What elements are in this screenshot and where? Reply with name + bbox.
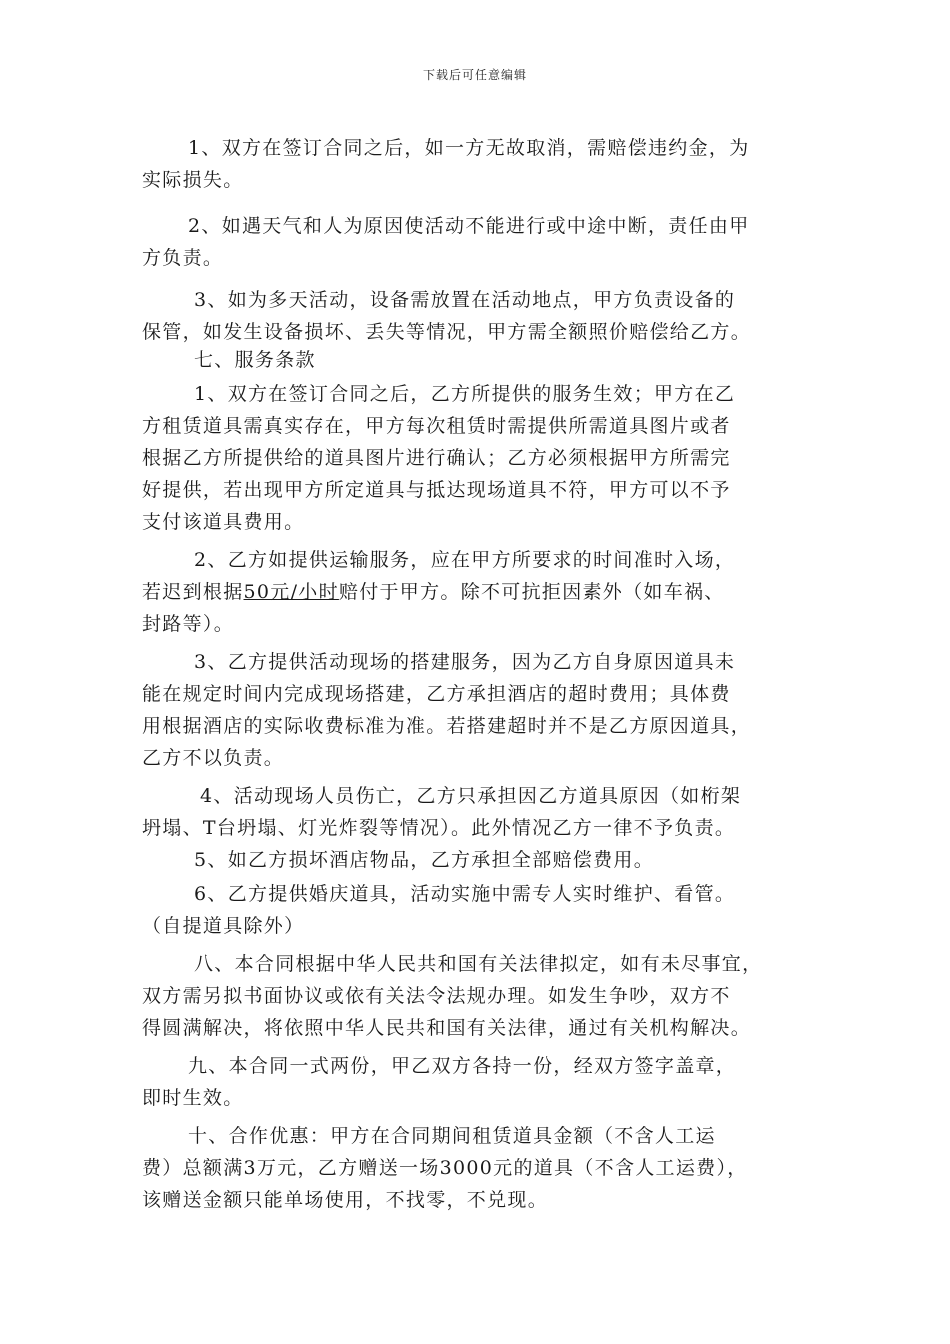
- text-segment: 支付该道具费用。: [142, 511, 305, 533]
- text-line: [142, 410, 731, 442]
- text-segment: 方租赁道具需真实存在，甲方每次租赁时需提供所需道具图片或者: [142, 415, 731, 437]
- text-line: [142, 1120, 716, 1152]
- text-line: [142, 378, 735, 410]
- text-line: [142, 210, 750, 242]
- text-line: [142, 344, 316, 376]
- text-segment: 保管，如发生设备损坏、丢失等情况，甲方需全额照价赔偿给乙方。: [142, 321, 752, 343]
- text-line: [142, 284, 735, 316]
- text-segment: 得圆满解决，将依照中华人民共和国有关法律，通过有关机构解决。: [142, 1017, 752, 1039]
- text-segment: 4、活动现场人员伤亡，乙方只承担因乙方道具原因（如桁架: [200, 785, 742, 807]
- text-line: [142, 910, 304, 942]
- text-segment: 1、双方在签订合同之后，乙方所提供的服务生效；甲方在乙: [194, 383, 736, 405]
- text-segment: 3、乙方提供活动现场的搭建服务，因为乙方自身原因道具未: [194, 651, 736, 673]
- text-line: [142, 1082, 244, 1114]
- text-line: [142, 164, 244, 196]
- text-line: [142, 742, 284, 774]
- page-header: 下载后可任意编辑: [422, 68, 527, 82]
- text-segment: 封路等）。: [142, 613, 235, 635]
- text-line: [142, 780, 741, 812]
- text-line: [142, 980, 731, 1012]
- text-line: [142, 1012, 751, 1044]
- text-segment: 5、如乙方损坏酒店物品，乙方承担全部赔偿费用。: [194, 849, 654, 871]
- text-segment: （自提道具除外）: [142, 915, 305, 937]
- text-line: [142, 1152, 748, 1184]
- text-segment: 十、合作优惠：甲方在合同期间租赁道具金额（不含人工运: [188, 1125, 716, 1147]
- text-segment: 根据乙方所提供给的道具图片进行确认；乙方必须根据甲方所需完: [142, 447, 731, 469]
- text-line: [142, 132, 750, 164]
- text-line: [142, 844, 654, 876]
- text-segment: 八、本合同根据中华人民共和国有关法律拟定，如有未尽事宜，: [194, 953, 763, 975]
- text-line: [142, 608, 234, 640]
- text-line: [142, 1050, 736, 1082]
- text-line: [142, 646, 735, 678]
- text-line: [142, 242, 223, 274]
- text-segment: 2、如遇天气和人为原因使活动不能进行或中途中断，责任由甲: [188, 215, 750, 237]
- text-line: [142, 1184, 548, 1216]
- underlined-text: 50元/小时: [243, 581, 339, 603]
- text-segment: 九、本合同一式两份，甲乙双方各持一份，经双方签字盖章，: [188, 1055, 737, 1077]
- text-segment: 若迟到根据: [142, 581, 244, 603]
- text-segment: 该赠送金额只能单场使用，不找零，不兑现。: [142, 1189, 549, 1211]
- text-segment: 3、如为多天活动，设备需放置在活动地点，甲方负责设备的: [194, 289, 736, 311]
- text-segment: 用根据酒店的实际收费标准为准。若搭建超时并不是乙方原因道具，: [142, 715, 752, 737]
- text-segment: 乙方不以负责。: [142, 747, 285, 769]
- text-segment: 1、双方在签订合同之后，如一方无故取消，需赔偿违约金，为: [188, 137, 750, 159]
- text-line: [142, 948, 762, 980]
- text-line: [142, 442, 731, 474]
- text-line: [142, 576, 725, 608]
- text-segment: 6、乙方提供婚庆道具，活动实施中需专人实时维护、看管。: [194, 883, 736, 905]
- text-line: [142, 506, 304, 538]
- text-segment: 赔付于甲方。除不可抗拒因素外（如车祸、: [338, 581, 725, 603]
- text-line: [142, 710, 751, 742]
- text-line: [142, 878, 735, 910]
- text-line: [142, 474, 731, 506]
- text-segment: 即时生效。: [142, 1087, 244, 1109]
- text-segment: 实际损失。: [142, 169, 244, 191]
- text-segment: 坍塌、T台坍塌、灯光炸裂等情况）。此外情况乙方一律不予负责。: [142, 817, 736, 839]
- text-segment: 七、服务条款: [194, 349, 316, 371]
- text-line: [142, 812, 735, 844]
- text-segment: 双方需另拟书面协议或依有关法令法规办理。如发生争吵，双方不: [142, 985, 731, 1007]
- text-segment: 能在规定时间内完成现场搭建，乙方承担酒店的超时费用；具体费: [142, 683, 731, 705]
- text-segment: 2、乙方如提供运输服务，应在甲方所要求的时间准时入场，: [194, 549, 736, 571]
- text-line: [142, 678, 731, 710]
- text-line: [142, 544, 735, 576]
- text-segment: 好提供，若出现甲方所定道具与抵达现场道具不符，甲方可以不予: [142, 479, 731, 501]
- text-segment: 费）总额满3万元，乙方赠送一场3000元的道具（不含人工运费），: [142, 1157, 748, 1179]
- text-segment: 方负责。: [142, 247, 224, 269]
